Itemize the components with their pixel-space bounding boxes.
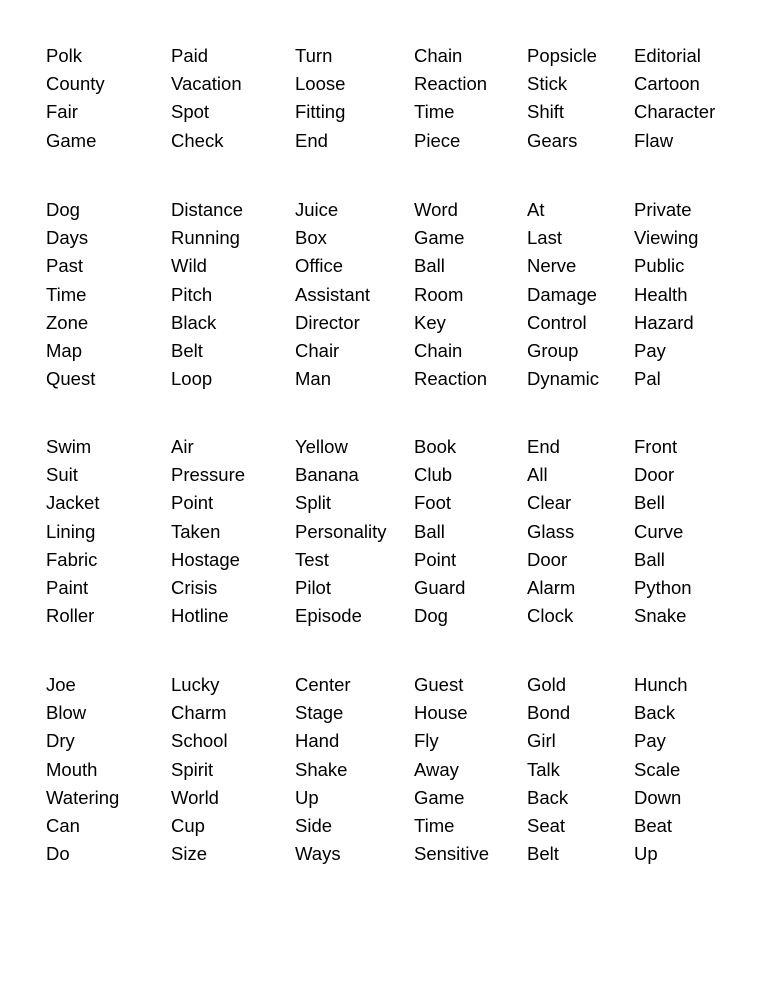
word-item: Gears [527, 129, 578, 151]
word-column-1 [46, 433, 99, 630]
word-item: Up [634, 843, 658, 865]
word-item: End [295, 129, 328, 151]
word-item: Blow [46, 702, 87, 724]
word-item: Loop [171, 368, 213, 390]
word-item: Hand [295, 730, 340, 752]
word-item: Cup [171, 814, 205, 836]
word-item: Viewing [634, 227, 699, 249]
word-item: Group [527, 339, 579, 361]
word-item: Past [46, 255, 84, 277]
word-item: Shake [295, 758, 348, 780]
word-item: Private [634, 199, 692, 220]
word-item: Jacket [46, 492, 100, 514]
word-item: Alarm [527, 576, 576, 598]
word-item: Chain [414, 339, 463, 361]
word-item: Hunch [634, 674, 688, 695]
word-item: Loose [295, 73, 346, 95]
word-item: Editorial [634, 45, 701, 66]
word-item: Back [634, 702, 676, 724]
word-item: Juice [295, 199, 339, 220]
word-column-1 [46, 196, 95, 393]
word-item: Check [171, 129, 224, 151]
word-column-4 [414, 671, 489, 868]
word-item: Public [634, 255, 685, 277]
word-item: Point [171, 492, 214, 514]
word-item: Director [295, 311, 360, 333]
word-item: Flaw [634, 129, 674, 151]
word-item: Bond [527, 702, 571, 724]
word-item: Banana [295, 464, 359, 486]
word-item: Hotline [171, 605, 229, 627]
word-item: Dog [46, 199, 80, 220]
word-item: Stick [527, 73, 568, 95]
word-item: Key [414, 311, 446, 333]
word-column-4 [414, 42, 487, 155]
word-item: Control [527, 311, 587, 333]
word-column-6 [634, 671, 687, 868]
word-column-2 [171, 42, 242, 155]
word-item: Scale [634, 758, 681, 780]
word-item: Belt [527, 843, 559, 865]
word-item: Character [634, 101, 716, 123]
word-item: Clear [527, 492, 572, 514]
word-item: Pal [634, 368, 661, 390]
word-item: Reaction [414, 73, 488, 95]
word-item: Stage [295, 702, 344, 724]
word-item: Ball [414, 520, 445, 542]
word-column-6 [634, 196, 698, 393]
word-item: Days [46, 227, 89, 249]
word-item: Center [295, 674, 351, 695]
word-column-6 [634, 433, 692, 630]
word-item: Box [295, 227, 327, 249]
word-column-5 [527, 433, 575, 630]
word-column-6 [634, 42, 715, 155]
word-item: County [46, 73, 105, 95]
word-item: Reaction [414, 368, 488, 390]
word-item: Fair [46, 101, 78, 123]
word-item: Distance [171, 199, 243, 220]
word-item: Swim [46, 436, 92, 457]
word-item: Paid [171, 45, 209, 66]
word-item: Time [414, 814, 455, 836]
word-item: Nerve [527, 255, 577, 277]
word-item: Belt [171, 339, 203, 361]
word-item: Back [527, 786, 569, 808]
word-item: Game [414, 786, 465, 808]
word-column-3 [295, 671, 351, 868]
word-item: Yellow [295, 436, 348, 457]
word-item: Dynamic [527, 368, 599, 390]
word-item: Wild [171, 255, 207, 277]
word-item: Snake [634, 605, 687, 627]
word-item: Health [634, 283, 688, 305]
word-item: Chair [295, 339, 340, 361]
word-item: Front [634, 436, 678, 457]
word-item: Mouth [46, 758, 98, 780]
word-item: Guest [414, 674, 464, 695]
word-item: Game [46, 129, 97, 151]
word-item: Last [527, 227, 562, 249]
word-column-3 [295, 42, 345, 155]
word-item: Hostage [171, 548, 240, 570]
word-item: Paint [46, 576, 89, 598]
word-item: Time [46, 283, 87, 305]
word-item: Fly [414, 730, 439, 752]
word-item: Vacation [171, 73, 242, 95]
word-item: Python [634, 576, 692, 598]
word-item: Seat [527, 814, 566, 836]
word-item: Charm [171, 702, 227, 724]
word-item: Crisis [171, 576, 218, 598]
word-item: Size [171, 843, 207, 865]
word-item: Glass [527, 520, 575, 542]
word-item: Damage [527, 283, 597, 305]
word-item: Word [414, 199, 458, 220]
word-item: Personality [295, 520, 387, 542]
word-item: Ball [634, 548, 665, 570]
word-item: Ways [295, 843, 341, 865]
word-column-4 [414, 196, 487, 393]
word-item: Lining [46, 520, 96, 542]
word-item: Do [46, 843, 70, 865]
word-item: Episode [295, 605, 362, 627]
word-item: Office [295, 255, 343, 277]
word-item: Club [414, 464, 453, 486]
word-column-1 [46, 671, 119, 868]
word-item: School [171, 730, 228, 752]
word-item: Curve [634, 520, 684, 542]
word-item: Roller [46, 605, 95, 627]
word-item: Guard [414, 576, 466, 598]
word-item: Shift [527, 101, 565, 123]
word-item: House [414, 702, 468, 724]
word-item: Bell [634, 492, 665, 514]
word-item: Side [295, 814, 333, 836]
word-item: Spot [171, 101, 210, 123]
word-item: Game [414, 227, 465, 249]
word-column-2 [171, 433, 245, 630]
word-item: End [527, 436, 560, 457]
word-column-3 [295, 196, 370, 393]
word-column-3 [295, 433, 387, 630]
word-column-4 [414, 433, 465, 630]
word-item: Clock [527, 605, 574, 627]
word-item: Popsicle [527, 45, 597, 66]
word-item: Ball [414, 255, 445, 277]
word-item: Up [295, 786, 319, 808]
word-item: Split [295, 492, 331, 514]
word-column-2 [171, 671, 228, 868]
word-item: Pressure [171, 464, 246, 486]
word-item: Test [295, 548, 329, 570]
word-item: Can [46, 814, 80, 836]
word-item: Point [414, 548, 457, 570]
word-column-1 [46, 42, 105, 155]
word-item: Joe [46, 674, 76, 695]
word-item: Zone [46, 311, 89, 333]
word-item: Book [414, 436, 457, 457]
word-item: Pitch [171, 283, 213, 305]
word-item: Taken [171, 520, 221, 542]
word-item: Pay [634, 339, 666, 361]
word-item: Away [414, 758, 459, 780]
word-item: Door [634, 464, 675, 486]
word-column-5 [527, 42, 597, 155]
word-item: Beat [634, 814, 673, 836]
word-item: Spirit [171, 758, 214, 780]
word-item: Chain [414, 45, 463, 66]
word-item: Man [295, 368, 331, 390]
word-item: Talk [527, 758, 560, 780]
word-item: Dry [46, 730, 75, 752]
word-item: Room [414, 283, 464, 305]
word-item: Gold [527, 674, 567, 695]
word-item: Suit [46, 464, 78, 486]
word-item: Time [414, 101, 455, 123]
word-item: Girl [527, 730, 556, 752]
word-item: Turn [295, 45, 333, 66]
word-item: Air [171, 436, 194, 457]
word-item: Running [171, 227, 240, 249]
word-column-5 [527, 671, 570, 868]
word-item: Sensitive [414, 843, 490, 865]
word-item: World [171, 786, 219, 808]
word-item: Fitting [295, 101, 346, 123]
word-item: Lucky [171, 674, 220, 695]
word-item: Cartoon [634, 73, 700, 95]
word-item: Polk [46, 45, 82, 66]
word-item: Quest [46, 368, 96, 390]
word-item: Dog [414, 605, 448, 627]
word-item: Map [46, 339, 82, 361]
word-column-5 [527, 196, 599, 393]
word-item: Assistant [295, 283, 371, 305]
word-item: At [527, 199, 545, 220]
word-item: Down [634, 786, 682, 808]
word-item: Fabric [46, 548, 98, 570]
word-item: All [527, 464, 548, 486]
word-item: Black [171, 311, 217, 333]
word-item: Door [527, 548, 568, 570]
word-item: Hazard [634, 311, 694, 333]
word-column-2 [171, 196, 243, 393]
word-item: Watering [46, 786, 120, 808]
word-item: Pilot [295, 576, 331, 598]
word-item: Pay [634, 730, 666, 752]
word-item: Piece [414, 129, 461, 151]
word-item: Foot [414, 492, 452, 514]
